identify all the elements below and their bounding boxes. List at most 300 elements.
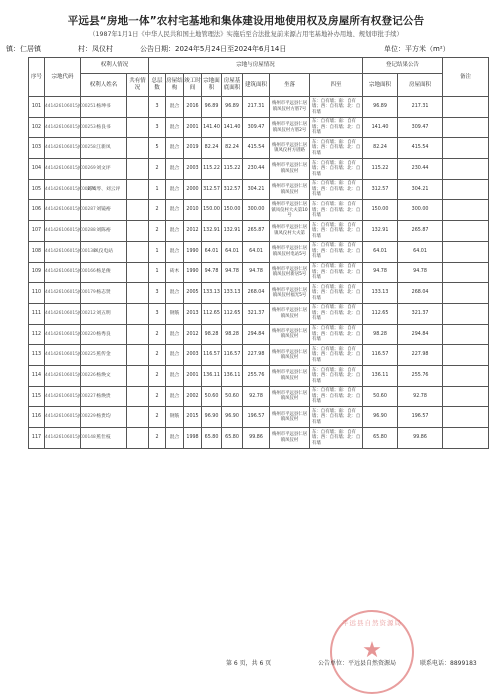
cell-struct: 混合	[166, 283, 184, 304]
cell-count	[127, 386, 149, 407]
cell-name: 杨志贤	[81, 283, 127, 304]
cell-name: 杨贵均	[81, 407, 127, 428]
cell-boundary: 东：自有墙；南：自有墙；西：自有墙；北：自有墙	[310, 179, 363, 200]
cell-base-area: 132.91	[222, 221, 243, 242]
notice-meta	[0, 44, 492, 54]
header-boundary: 四至	[310, 74, 363, 97]
official-seal	[330, 610, 414, 694]
cell-land-area: 150.00	[202, 200, 222, 221]
cell-floors: 3	[149, 117, 166, 138]
cell-reg-land: 115.22	[363, 159, 398, 180]
table-row	[29, 138, 489, 159]
cell-struct: 混合	[166, 200, 184, 221]
cell-location: 梅州市平远县仁居镇凤仪村方厝7号	[270, 97, 310, 118]
cell-seq: 109	[29, 262, 45, 283]
cell-note	[443, 138, 489, 159]
cell-location: 梅州市平远县仁居镇凤仪村大夫第	[270, 221, 310, 242]
cell-seq: 112	[29, 324, 45, 345]
cell-note	[443, 303, 489, 324]
cell-code: 441426106015JC00179	[45, 283, 81, 304]
cell-code: 441426106015JC00225	[45, 345, 81, 366]
cell-note	[443, 262, 489, 283]
cell-boundary: 东：自有墙；南：自有墙；西：自有墙；北：自有墙	[310, 386, 363, 407]
meta-town: 镇：仁居镇	[6, 45, 41, 53]
cell-seq: 110	[29, 283, 45, 304]
cell-reg-house: 227.98	[398, 345, 443, 366]
cell-land-area: 132.91	[202, 221, 222, 242]
cell-seq: 101	[29, 97, 45, 118]
table-row	[29, 345, 489, 366]
cell-location: 梅州市平远县仁居镇凤仪村	[270, 407, 310, 428]
cell-seq: 113	[29, 345, 45, 366]
cell-floors: 5	[149, 138, 166, 159]
cell-reg-house: 217.31	[398, 97, 443, 118]
header-land-area: 宗地面积	[202, 74, 222, 97]
cell-reg-house: 304.21	[398, 179, 443, 200]
cell-code: 441426106015JC00258	[45, 138, 81, 159]
cell-land-area: 65.80	[202, 428, 222, 449]
cell-build-area: 64.01	[243, 241, 270, 262]
cell-count	[127, 117, 149, 138]
cell-base-area: 312.57	[222, 179, 243, 200]
cell-code: 441426106015JC00227	[45, 386, 81, 407]
cell-name: 杨秀良	[81, 324, 127, 345]
cell-base-area: 64.01	[222, 241, 243, 262]
cell-floors: 2	[149, 324, 166, 345]
cell-land-area: 64.01	[202, 241, 222, 262]
header-code: 宗地代码	[45, 58, 81, 97]
cell-year: 2012	[184, 324, 202, 345]
cell-location: 梅州市平远县仁居镇凤仪村电站5号	[270, 241, 310, 262]
cell-reg-land: 65.80	[363, 428, 398, 449]
cell-build-area: 227.98	[243, 345, 270, 366]
seal-text: 平远县自然资源局	[342, 619, 402, 627]
cell-year: 2002	[184, 386, 202, 407]
cell-code: 441426106015JC00212	[45, 303, 81, 324]
header-person-group: 权利人情况	[81, 58, 149, 74]
cell-location: 梅州市平远县仁居镇凤仪村	[270, 159, 310, 180]
cell-year: 2016	[184, 97, 202, 118]
meta-period: 公告日期：2024年5月24日至2024年6月14日	[140, 45, 287, 53]
cell-land-area: 50.60	[202, 386, 222, 407]
cell-build-area: 94.78	[243, 262, 270, 283]
cell-reg-house: 99.86	[398, 428, 443, 449]
cell-note	[443, 221, 489, 242]
table-row	[29, 262, 489, 283]
cell-name: 杨焕贵	[81, 386, 127, 407]
cell-seq: 115	[29, 386, 45, 407]
header-year: 竣工时间	[184, 74, 202, 97]
cell-floors: 3	[149, 283, 166, 304]
cell-note	[443, 324, 489, 345]
cell-name: 刘凤琴、刘云评	[81, 179, 127, 200]
header-note: 备注	[443, 58, 489, 97]
cell-name: 刘文评	[81, 159, 127, 180]
cell-reg-house: 321.37	[398, 303, 443, 324]
cell-land-area: 116.57	[202, 345, 222, 366]
cell-struct: 混合	[166, 324, 184, 345]
cell-struct: 砖木	[166, 262, 184, 283]
cell-count	[127, 97, 149, 118]
cell-seq: 116	[29, 407, 45, 428]
cell-reg-land: 96.90	[363, 407, 398, 428]
cell-reg-land: 82.24	[363, 138, 398, 159]
cell-seq: 111	[29, 303, 45, 324]
cell-year: 2019	[184, 138, 202, 159]
cell-land-area: 141.40	[202, 117, 222, 138]
cell-seq: 105	[29, 179, 45, 200]
cell-build-area: 265.87	[243, 221, 270, 242]
cell-reg-house: 64.01	[398, 241, 443, 262]
cell-land-area: 115.22	[202, 159, 222, 180]
cell-location: 梅州市平远县仁居镇凤仪村	[270, 365, 310, 386]
cell-land-area: 82.24	[202, 138, 222, 159]
cell-code: 441426106015JC00253	[45, 117, 81, 138]
cell-boundary: 东：自有墙；南：自有墙；西：自有墙；北：自有墙	[310, 324, 363, 345]
meta-village: 村：凤仪村	[78, 45, 113, 53]
cell-floors: 1	[149, 262, 166, 283]
table-row	[29, 159, 489, 180]
header-floors: 总层数	[149, 74, 166, 97]
cell-year: 2005	[184, 283, 202, 304]
table-row	[29, 97, 489, 118]
cell-seq: 108	[29, 241, 45, 262]
cell-reg-house: 230.44	[398, 159, 443, 180]
cell-location: 梅州市平远县仁居镇凤仪村	[270, 386, 310, 407]
cell-land-area: 98.28	[202, 324, 222, 345]
cell-name: 蕉传金	[81, 345, 127, 366]
cell-struct: 混合	[166, 159, 184, 180]
cell-struct: 混合	[166, 428, 184, 449]
cell-boundary: 东：自有墙；南：自有墙；西：自有墙；北：自有墙	[310, 303, 363, 324]
cell-base-area: 82.24	[222, 138, 243, 159]
cell-year: 2015	[184, 407, 202, 428]
cell-land-area: 96.90	[202, 407, 222, 428]
cell-base-area: 116.57	[222, 345, 243, 366]
cell-floors: 2	[149, 345, 166, 366]
cell-floors: 2	[149, 428, 166, 449]
header-struct: 房屋结构	[166, 74, 184, 97]
cell-count	[127, 407, 149, 428]
cell-reg-land: 141.40	[363, 117, 398, 138]
cell-base-area: 112.65	[222, 303, 243, 324]
cell-boundary: 东：自有墙；南：自有墙；西：自有墙；北：自有墙	[310, 200, 363, 221]
cell-year: 2001	[184, 117, 202, 138]
cell-floors: 2	[149, 365, 166, 386]
cell-build-area: 268.04	[243, 283, 270, 304]
cell-reg-land: 136.11	[363, 365, 398, 386]
notice-title: 平远县“房地一体”农村宅基地和集体建设用地使用权及房屋所有权登记公告	[67, 15, 425, 27]
table-row	[29, 407, 489, 428]
cell-boundary: 东：自有墙；南：自有墙；西：自有墙；北：自有墙	[310, 407, 363, 428]
cell-build-area: 230.44	[243, 159, 270, 180]
cell-reg-house: 268.04	[398, 283, 443, 304]
cell-boundary: 东：自有墙；南：自有墙；西：自有墙；北：自有墙	[310, 241, 363, 262]
cell-reg-land: 98.28	[363, 324, 398, 345]
cell-location: 梅州市平远县仁居镇凤仪村方厝2号	[270, 117, 310, 138]
cell-note	[443, 179, 489, 200]
cell-seq: 117	[29, 428, 45, 449]
cell-note	[443, 365, 489, 386]
cell-struct: 混合	[166, 221, 184, 242]
cell-reg-house: 92.78	[398, 386, 443, 407]
cell-struct: 混合	[166, 345, 184, 366]
cell-count	[127, 428, 149, 449]
header-base-area: 房屋基底面积	[222, 74, 243, 97]
cell-boundary: 东：自有墙；南：自有墙；西：自有墙；北：自有墙	[310, 159, 363, 180]
cell-base-area: 141.40	[222, 117, 243, 138]
cell-note	[443, 407, 489, 428]
cell-struct: 混合	[166, 138, 184, 159]
cell-year: 2003	[184, 159, 202, 180]
cell-boundary: 东：自有墙；南：自有墙；西：自有墙；北：自有墙	[310, 221, 363, 242]
cell-code: 441426106015JC00148	[45, 428, 81, 449]
cell-reg-land: 96.89	[363, 97, 398, 118]
cell-boundary: 东：自有墙；南：自有墙；西：自有墙；北：自有墙	[310, 262, 363, 283]
footer-org: 公告单位：平远县自然资源局	[318, 660, 397, 667]
header-location: 坐落	[270, 74, 310, 97]
cell-seq: 104	[29, 159, 45, 180]
cell-note	[443, 117, 489, 138]
cell-floors: 3	[149, 97, 166, 118]
cell-note	[443, 159, 489, 180]
header-seq: 序号	[29, 58, 45, 97]
cell-code: 441426106015JC00288	[45, 221, 81, 242]
table-body	[29, 97, 489, 449]
cell-year: 2000	[184, 179, 202, 200]
registration-table	[28, 57, 489, 449]
cell-reg-house: 196.57	[398, 407, 443, 428]
cell-code: 441426106015JC00287	[45, 200, 81, 221]
header-land-group: 宗地与房屋情况	[149, 58, 363, 74]
cell-name: 杨焕文	[81, 365, 127, 386]
seal-star-icon: ★	[362, 638, 382, 663]
cell-note	[443, 200, 489, 221]
cell-count	[127, 241, 149, 262]
table-row	[29, 283, 489, 304]
cell-floors: 1	[149, 241, 166, 262]
header-reg-house: 房屋面积	[398, 74, 443, 97]
cell-location: 梅州市平远县仁居镇凤仪村大夫第10号	[270, 200, 310, 221]
cell-reg-land: 64.01	[363, 241, 398, 262]
cell-floors: 2	[149, 407, 166, 428]
cell-boundary: 东：自有墙；南：自有墙；西：自有墙；北：自有墙	[310, 365, 363, 386]
cell-reg-house: 255.76	[398, 365, 443, 386]
cell-count	[127, 324, 149, 345]
header-reg-group: 登记结果公告	[363, 58, 443, 74]
cell-build-area: 415.54	[243, 138, 270, 159]
cell-location: 梅州市平远县仁居镇凤仪村方厝路	[270, 138, 310, 159]
table-row	[29, 365, 489, 386]
cell-land-area: 112.65	[202, 303, 222, 324]
cell-location: 梅州市平远县仁居镇凤仪村新居5号	[270, 262, 310, 283]
table-row	[29, 117, 489, 138]
table-row	[29, 324, 489, 345]
cell-name: 刘五明	[81, 303, 127, 324]
cell-reg-house: 300.00	[398, 200, 443, 221]
header-reg-land: 宗地面积	[363, 74, 398, 97]
cell-note	[443, 241, 489, 262]
cell-build-area: 321.37	[243, 303, 270, 324]
cell-base-area: 136.11	[222, 365, 243, 386]
cell-base-area: 50.60	[222, 386, 243, 407]
cell-name: 江新凤	[81, 138, 127, 159]
footer-phone: 联系电话：8899183	[420, 660, 477, 667]
cell-boundary: 东：自有墙；南：自有墙；西：自有墙；北：自有墙	[310, 97, 363, 118]
footer-page: 第 6 页，共 6 页	[226, 660, 272, 667]
cell-count	[127, 283, 149, 304]
cell-reg-land: 132.91	[363, 221, 398, 242]
cell-code: 441426106015JC00251	[45, 97, 81, 118]
cell-code: 441426106015JC00269	[45, 159, 81, 180]
cell-build-area: 294.84	[243, 324, 270, 345]
cell-build-area: 99.86	[243, 428, 270, 449]
cell-name: 刘陈裕	[81, 221, 127, 242]
cell-base-area: 98.28	[222, 324, 243, 345]
cell-count	[127, 221, 149, 242]
cell-struct: 混合	[166, 179, 184, 200]
cell-name: 杨坤书	[81, 97, 127, 118]
header-name: 权利人姓名	[81, 74, 127, 97]
table-row	[29, 386, 489, 407]
cell-build-area: 196.57	[243, 407, 270, 428]
cell-land-area: 136.11	[202, 365, 222, 386]
cell-reg-land: 150.00	[363, 200, 398, 221]
cell-land-area: 96.89	[202, 97, 222, 118]
cell-reg-land: 94.78	[363, 262, 398, 283]
cell-land-area: 94.78	[202, 262, 222, 283]
cell-code: 441426106015JC00276	[45, 179, 81, 200]
cell-build-area: 92.78	[243, 386, 270, 407]
cell-base-area: 96.90	[222, 407, 243, 428]
cell-year: 2013	[184, 303, 202, 324]
cell-seq: 106	[29, 200, 45, 221]
cell-base-area: 94.78	[222, 262, 243, 283]
notice-subtitle: （1987年1月1日《中华人民共和国土地管理法》实施后至合法批复前来源占用宅基地补办用地、规划审批手续）	[89, 31, 403, 38]
cell-count	[127, 303, 149, 324]
header-count: 共有情况	[127, 74, 149, 97]
cell-note	[443, 428, 489, 449]
cell-build-area: 217.31	[243, 97, 270, 118]
table-row	[29, 200, 489, 221]
cell-struct: 钢筋	[166, 407, 184, 428]
cell-struct: 钢筋	[166, 303, 184, 324]
cell-boundary: 东：自有墙；南：自有墙；西：自有墙；北：自有墙	[310, 138, 363, 159]
cell-floors: 2	[149, 386, 166, 407]
cell-build-area: 300.00	[243, 200, 270, 221]
cell-base-area: 133.13	[222, 283, 243, 304]
cell-reg-land: 116.57	[363, 345, 398, 366]
cell-count	[127, 138, 149, 159]
cell-code: 441426106015JC00220	[45, 324, 81, 345]
cell-code: 441426106015JC00138	[45, 241, 81, 262]
cell-reg-house: 94.78	[398, 262, 443, 283]
meta-unit: 单位：平方米（m²）	[384, 45, 450, 53]
cell-reg-house: 415.54	[398, 138, 443, 159]
cell-year: 2003	[184, 345, 202, 366]
cell-base-area: 150.00	[222, 200, 243, 221]
table-row	[29, 303, 489, 324]
cell-base-area: 96.89	[222, 97, 243, 118]
cell-land-area: 133.13	[202, 283, 222, 304]
cell-reg-house: 294.84	[398, 324, 443, 345]
cell-seq: 103	[29, 138, 45, 159]
cell-note	[443, 345, 489, 366]
cell-name: 凤仪电站	[81, 241, 127, 262]
cell-count	[127, 365, 149, 386]
cell-seq: 102	[29, 117, 45, 138]
cell-location: 梅州市平远县仁居镇凤仪村	[270, 324, 310, 345]
cell-year: 1990	[184, 262, 202, 283]
cell-location: 梅州市平远县仁居镇凤仪村福光5号	[270, 283, 310, 304]
cell-reg-land: 133.13	[363, 283, 398, 304]
cell-location: 梅州市平远县仁居镇凤仪村	[270, 179, 310, 200]
cell-floors: 2	[149, 221, 166, 242]
cell-year: 2010	[184, 200, 202, 221]
cell-struct: 混合	[166, 117, 184, 138]
cell-reg-house: 265.87	[398, 221, 443, 242]
cell-year: 1990	[184, 241, 202, 262]
cell-floors: 2	[149, 159, 166, 180]
table-row	[29, 428, 489, 449]
cell-struct: 混合	[166, 386, 184, 407]
table-row	[29, 241, 489, 262]
cell-count	[127, 345, 149, 366]
cell-struct: 混合	[166, 97, 184, 118]
cell-build-area: 304.21	[243, 179, 270, 200]
cell-boundary: 东：自有墙；南：自有墙；西：自有墙；北：自有墙	[310, 283, 363, 304]
cell-base-area: 65.80	[222, 428, 243, 449]
cell-floors: 1	[149, 179, 166, 200]
cell-base-area: 115.22	[222, 159, 243, 180]
cell-boundary: 东：自有墙；南：自有墙；西：自有墙；北：自有墙	[310, 117, 363, 138]
cell-boundary: 东：自有墙；南：自有墙；西：自有墙；北：自有墙	[310, 345, 363, 366]
cell-seq: 107	[29, 221, 45, 242]
cell-year: 2001	[184, 365, 202, 386]
cell-location: 梅州市平远县仁居镇凤仪村	[270, 345, 310, 366]
cell-seq: 114	[29, 365, 45, 386]
cell-build-area: 309.47	[243, 117, 270, 138]
cell-code: 441426106015JC00226	[45, 365, 81, 386]
cell-reg-house: 309.47	[398, 117, 443, 138]
cell-struct: 混合	[166, 241, 184, 262]
cell-struct: 混合	[166, 365, 184, 386]
cell-note	[443, 386, 489, 407]
cell-year: 1998	[184, 428, 202, 449]
header-build-area: 建筑面积	[243, 74, 270, 97]
cell-note	[443, 97, 489, 118]
cell-floors: 3	[149, 303, 166, 324]
cell-location: 梅州市平远县仁居镇凤仪村	[270, 428, 310, 449]
table-row	[29, 179, 489, 200]
cell-count	[127, 262, 149, 283]
cell-count	[127, 179, 149, 200]
cell-location: 梅州市平远县仁居镇凤仪村	[270, 303, 310, 324]
cell-count	[127, 200, 149, 221]
cell-note	[443, 283, 489, 304]
cell-code: 441426106015JC00166	[45, 262, 81, 283]
cell-name: 刘镜裕	[81, 200, 127, 221]
cell-year: 2012	[184, 221, 202, 242]
cell-boundary: 东：自有墙；南：自有墙；西：自有墙；北：自有墙	[310, 428, 363, 449]
cell-name: 杨良书	[81, 117, 127, 138]
cell-name: 蕉仕枝	[81, 428, 127, 449]
cell-build-area: 255.76	[243, 365, 270, 386]
cell-name: 杨足俊	[81, 262, 127, 283]
cell-floors: 2	[149, 200, 166, 221]
cell-reg-land: 312.57	[363, 179, 398, 200]
table-row	[29, 221, 489, 242]
